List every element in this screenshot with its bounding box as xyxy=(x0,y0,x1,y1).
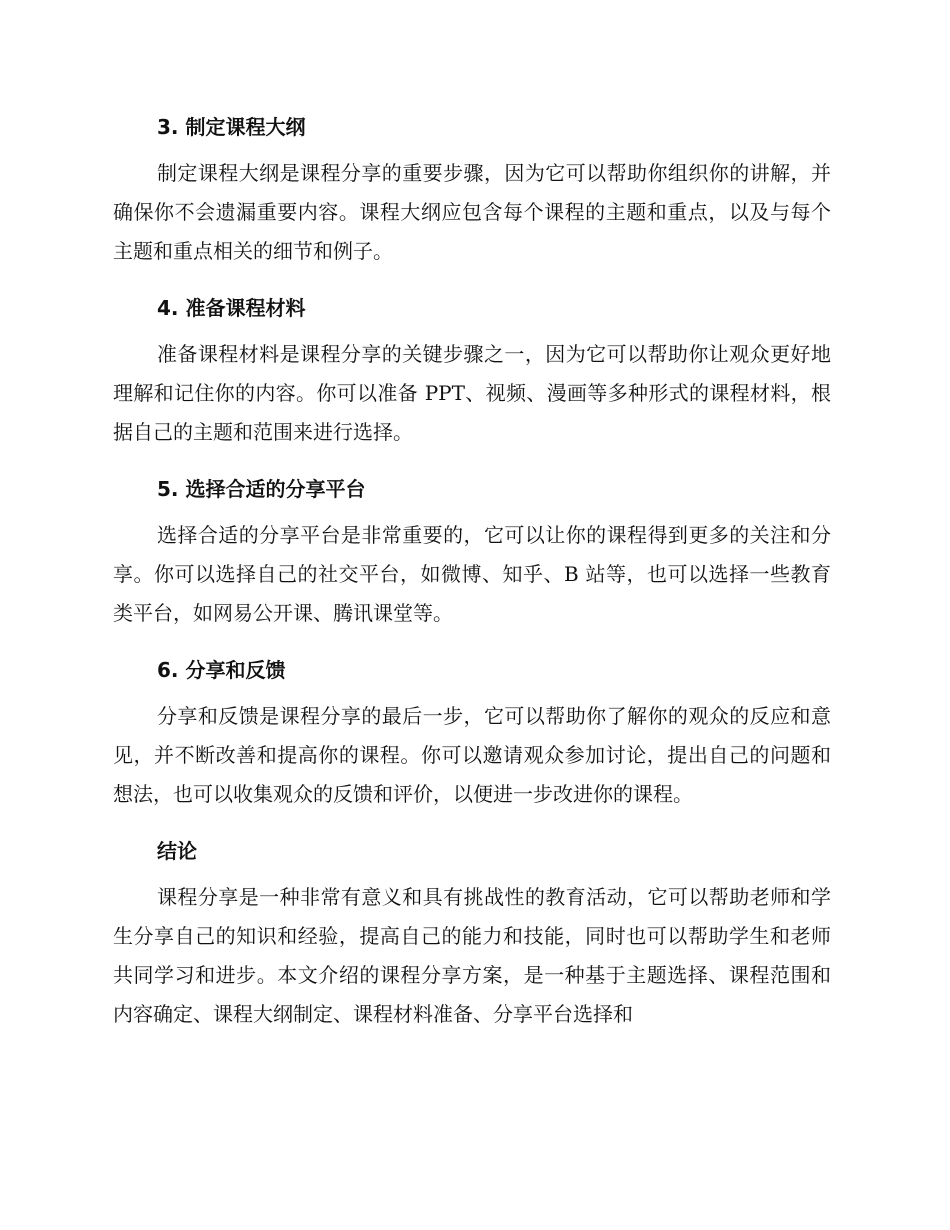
section-paragraph: 制定课程大纲是课程分享的重要步骤，因为它可以帮助你组织你的讲解，并确保你不会遗漏重要内容。课程大纲应包含每个课程的主题和重点，以及与每个主题和重点相关的细节和例子。 xyxy=(113,161,831,263)
section-sharing-feedback xyxy=(113,653,831,814)
section-heading: 5. 选择合适的分享平台 xyxy=(157,477,366,501)
section-heading: 6. 分享和反馈 xyxy=(157,658,286,682)
section-heading: 4. 准备课程材料 xyxy=(157,296,306,320)
section-paragraph: 选择合适的分享平台是非常重要的，它可以让你的课程得到更多的关注和分享。你可以选择自己的社交平台，如微博、知乎、B 站等，也可以选择一些教育类平台，如网易公开课、腾讯课堂等。 xyxy=(113,523,831,625)
section-sharing-platform xyxy=(113,472,831,633)
section-paragraph: 课程分享是一种非常有意义和具有挑战性的教育活动，它可以帮助老师和学生分享自己的知识和经验，提高自己的能力和技能，同时也可以帮助学生和老师共同学习和进步。本文介绍的课程分享方案，是一种基于主题选择、课程范围和内容确定、课程大纲制定、课程材料准备、分享平台选择和 xyxy=(113,885,831,1026)
section-paragraph: 准备课程材料是课程分享的关键步骤之一，因为它可以帮助你让观众更好地理解和记住你的内容。你可以准备 PPT、视频、漫画等多种形式的课程材料，根据自己的主题和范围来进行选择。 xyxy=(113,342,831,444)
section-course-outline xyxy=(113,110,831,271)
section-paragraph: 分享和反馈是课程分享的最后一步，它可以帮助你了解你的观众的反应和意见，并不断改善和提高你的课程。你可以邀请观众参加讨论，提出自己的问题和想法，也可以收集观众的反馈和评价，以便进一步改进你的课程。 xyxy=(113,704,831,806)
section-heading: 结论 xyxy=(157,839,197,863)
section-conclusion xyxy=(113,834,831,1034)
document-body xyxy=(113,110,831,1054)
section-course-materials xyxy=(113,291,831,452)
section-heading: 3. 制定课程大纲 xyxy=(157,115,306,139)
